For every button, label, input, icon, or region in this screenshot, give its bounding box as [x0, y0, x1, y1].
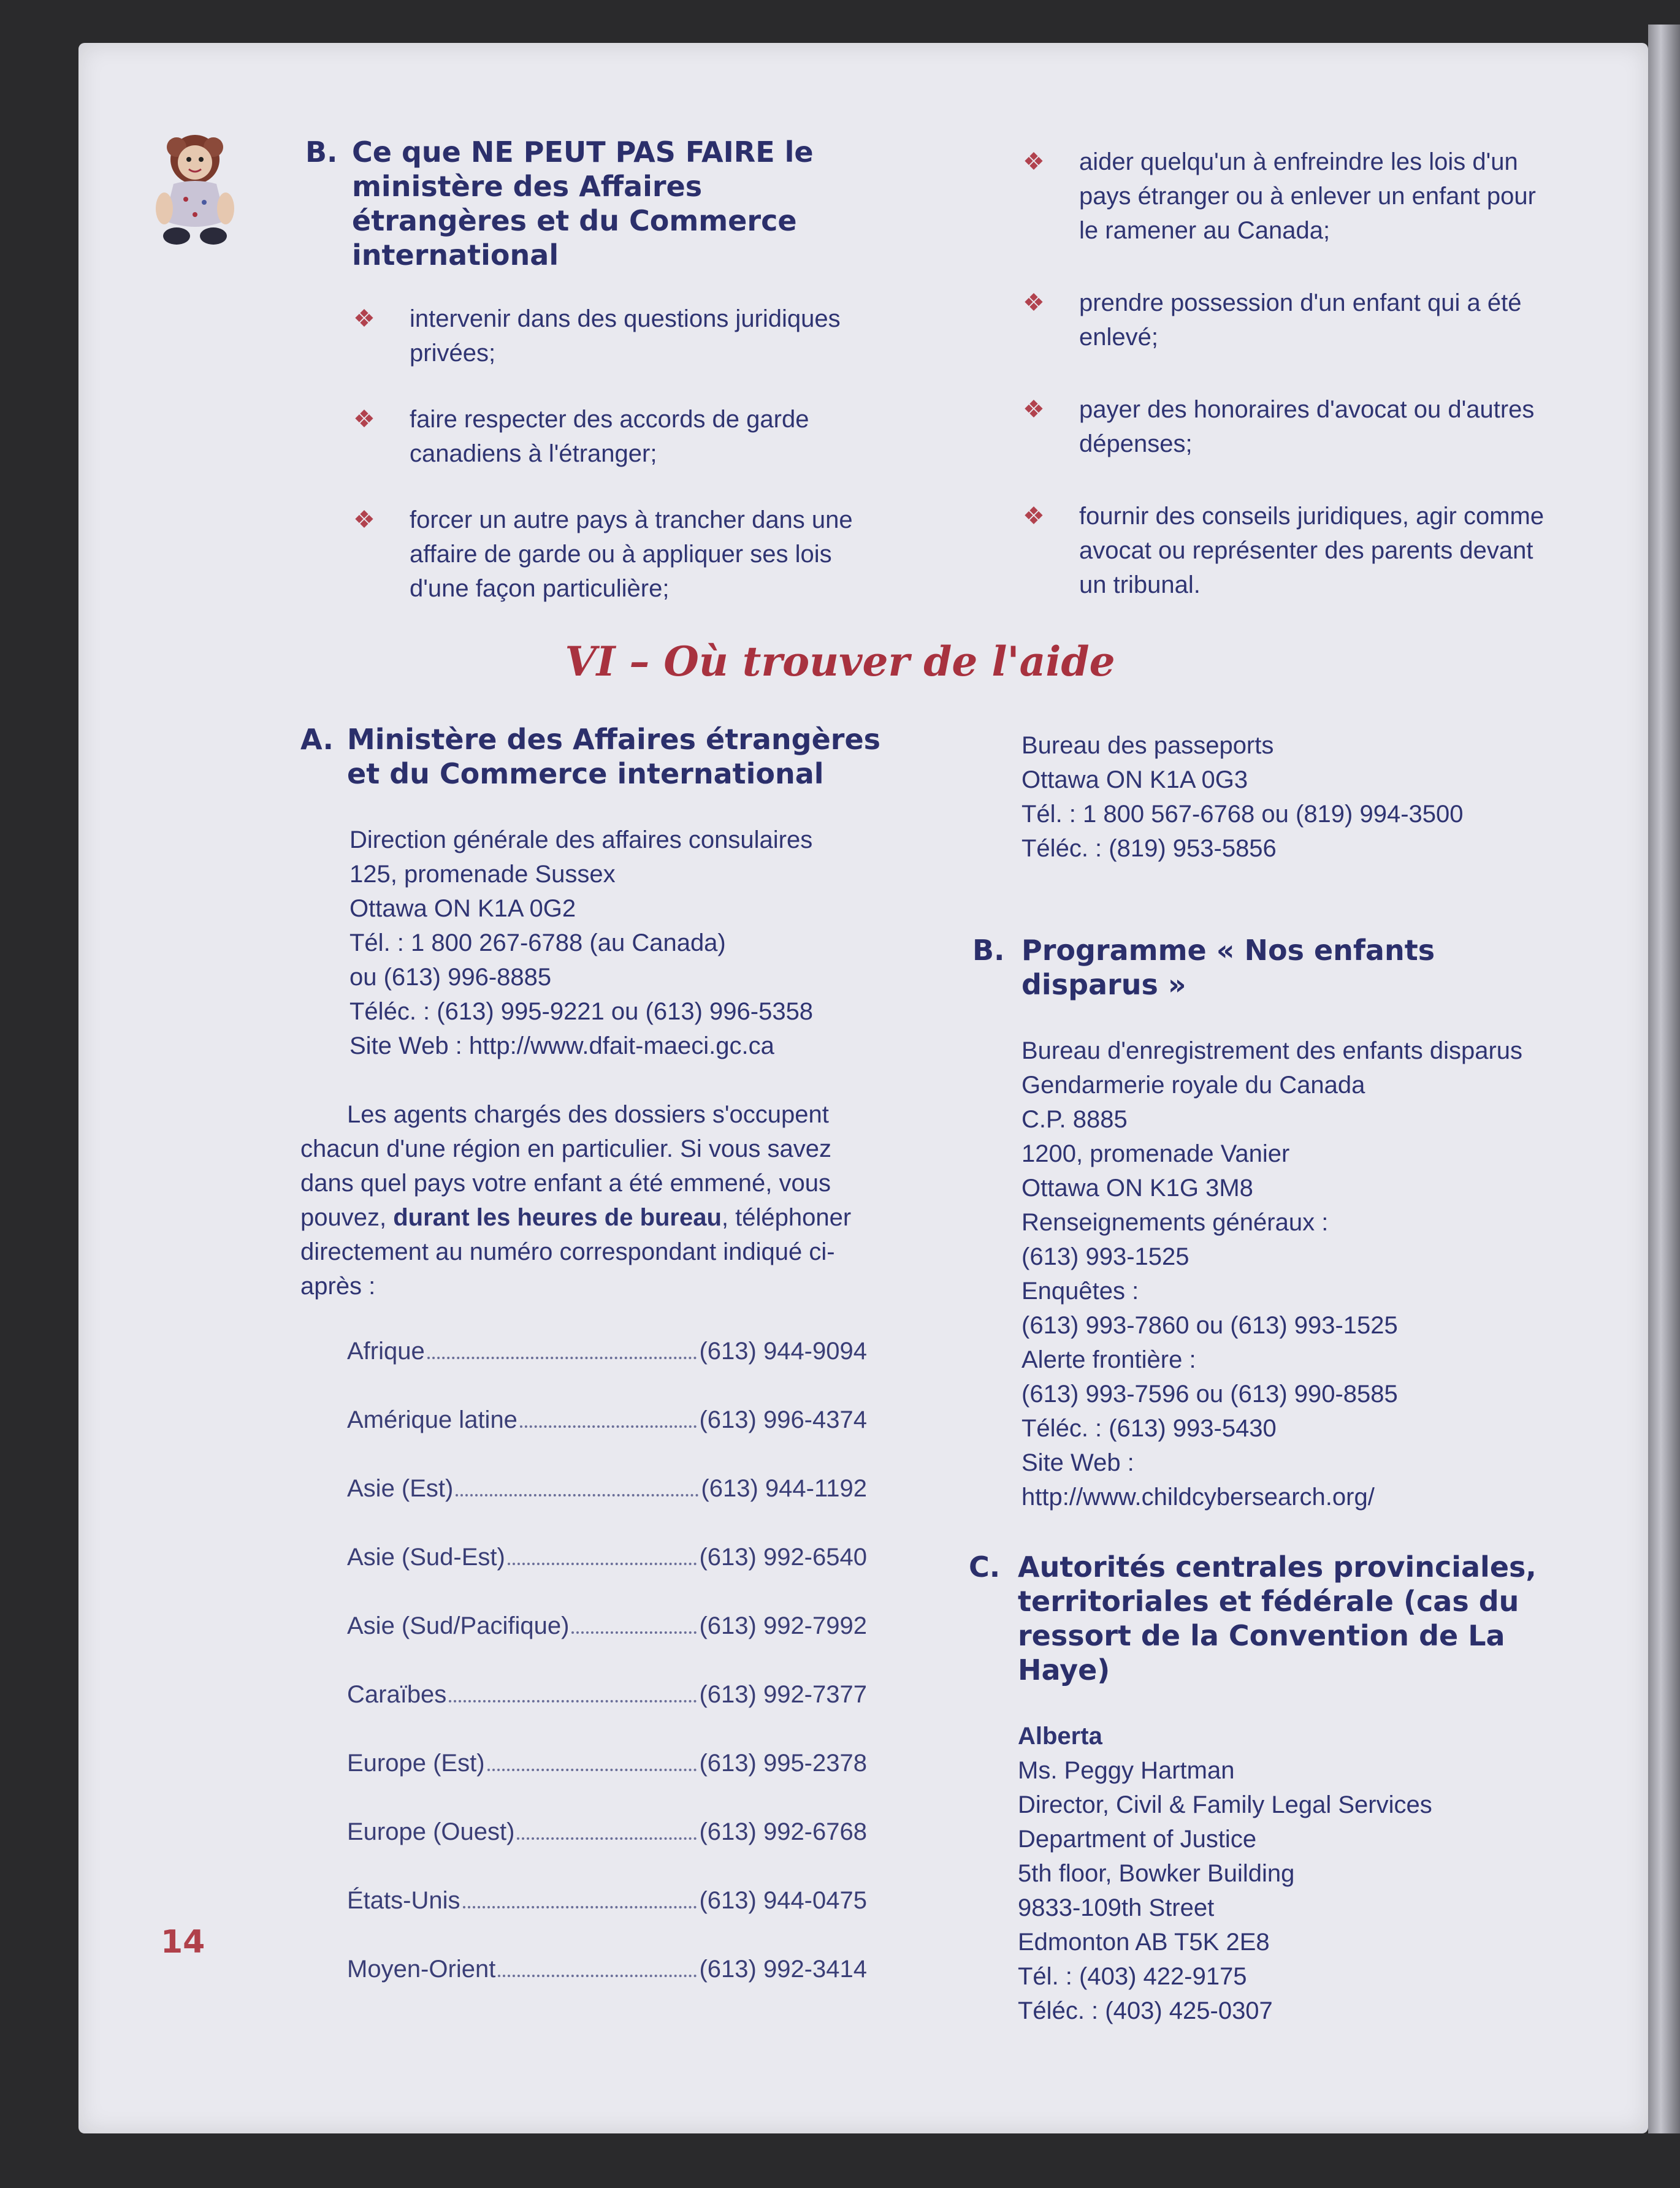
rag-doll-icon	[140, 129, 250, 251]
bullet-item: ❖ prendre possession d'un enfant qui a été enlevé;	[1023, 286, 1556, 354]
regional-directory	[300, 1338, 867, 1990]
bullet-item: ❖ forcer un autre pays à trancher dans une affaire de garde ou à appliquer ses lois d'une façon particulière;	[305, 503, 869, 606]
sub-b-address: Bureau d'enregistrement des enfants disparus Gendarmerie royale du Canada C.P. 8885 1200, promenade Vanier Ottawa ON K1G 3M8 Renseignements généraux : (613) 993-1525 Enquêtes : (613) 993-7860 ou (613) 993-1525 Alerte frontière : (613) 993-7596 ou (613) 990-8585 Téléc. : (613) 993-5430 Site Web : http://www.childcybersearch.org/	[1021, 1037, 1523, 1511]
sub-c-address: Alberta Ms. Peggy Hartman Director, Civil & Family Legal Services Department of Justice 5th floor, Bowker Building 9833-109th Street Edmonton AB T5K 2E8 Tél. : (403) 422-9175 Téléc. : (403) 425-0307	[969, 1719, 1551, 2028]
bullet-item: ❖ aider quelqu'un à enfreindre les lois d'un pays étranger ou à enlever un enfant pour le ramener au Canada;	[1023, 145, 1556, 248]
directory-row: Amérique latine (613) 996-4374	[347, 1406, 867, 1433]
passport-office: Bureau des passeports Ottawa ON K1A 0G3 Tél. : 1 800 567-6768 ou (819) 994-3500 Téléc. : (819) 953-5856	[1021, 732, 1464, 862]
diamond-flower-icon: ❖	[1023, 289, 1045, 316]
sub-a-paragraph: Les agents chargés des dossiers s'occupent chacun d'une région en particulier. Si vous savez dans quel pays votre enfant a été emmené, vous pouvez, durant les heures de bureau, téléphoner directement au numéro correspondant indiqué ci-après :	[300, 1101, 852, 1300]
province-name: Alberta	[1018, 1723, 1102, 1750]
bullet-item: ❖ fournir des conseils juridiques, agir comme avocat ou représenter des parents devant un tribunal.	[1023, 499, 1556, 602]
section-b-cannot	[305, 135, 869, 638]
section-title: Ministère des Affaires étrangères et du Commerce international	[347, 723, 881, 790]
bullet-item: ❖ payer des honoraires d'avocat ou d'autres dépenses;	[1023, 392, 1556, 461]
section-letter: B.	[972, 934, 1005, 967]
sub-a-address: Direction générale des affaires consulaires 125, promenade Sussex Ottawa ON K1A 0G2 Tél. : 1 800 267-6788 (au Canada) ou (613) 996-8885 Téléc. : (613) 995-9221 ou (613) 996-5358 Site Web : http://www.dfait-maeci.gc.ca	[349, 826, 814, 1059]
directory-row: Asie (Sud/Pacifique) (613) 992-7992	[347, 1612, 867, 1639]
sub-a	[300, 722, 889, 2024]
directory-row: Asie (Sud-Est) (613) 992-6540	[347, 1544, 867, 1571]
diamond-flower-icon: ❖	[353, 305, 375, 332]
sub-c	[969, 1550, 1551, 2028]
section-vi-title: VI – Où trouver de l'aide	[565, 638, 1115, 685]
directory-row: Caraïbes (613) 992-7377	[347, 1681, 867, 1708]
section-letter: B.	[305, 135, 338, 169]
section-b-cannot-right	[1023, 145, 1556, 634]
directory-row: Europe (Ouest) (613) 992-6768	[347, 1818, 867, 1845]
diamond-flower-icon: ❖	[1023, 396, 1045, 423]
binding-edge	[1648, 25, 1680, 2133]
sub-b	[972, 933, 1573, 1514]
section-letter: C.	[969, 1550, 1001, 1584]
diamond-flower-icon: ❖	[1023, 148, 1045, 175]
section-b-heading	[305, 135, 869, 272]
diamond-flower-icon: ❖	[353, 506, 375, 533]
sub-a-heading	[300, 722, 889, 791]
section-title: Ce que NE PEUT PAS FAIRE le ministère des Affaires étrangères et du Commerce international	[352, 135, 814, 272]
page-number: 14	[161, 1924, 205, 1961]
bullet-item: ❖ intervenir dans des questions juridiques privées;	[305, 302, 869, 370]
diamond-flower-icon: ❖	[353, 406, 375, 433]
directory-row: Moyen-Orient (613) 992-3414	[347, 1956, 867, 1983]
section-letter: A.	[300, 723, 334, 756]
directory-row: Asie (Est) (613) 944-1192	[347, 1475, 867, 1502]
sub-b-heading	[972, 933, 1573, 1002]
directory-row: Afrique (613) 944-9094	[347, 1338, 867, 1365]
bullet-item: ❖ faire respecter des accords de garde canadiens à l'étranger;	[305, 402, 869, 471]
section-title: Programme « Nos enfants disparus »	[1021, 934, 1435, 1001]
directory-row: Europe (Est) (613) 995-2378	[347, 1750, 867, 1777]
section-title: Autorités centrales provinciales, territoriales et fédérale (cas du ressort de la Convention de La Haye)	[1018, 1550, 1537, 1687]
sub-c-heading	[969, 1550, 1551, 1687]
diamond-flower-icon: ❖	[1023, 503, 1045, 530]
directory-row: États-Unis (613) 944-0475	[347, 1887, 867, 1914]
